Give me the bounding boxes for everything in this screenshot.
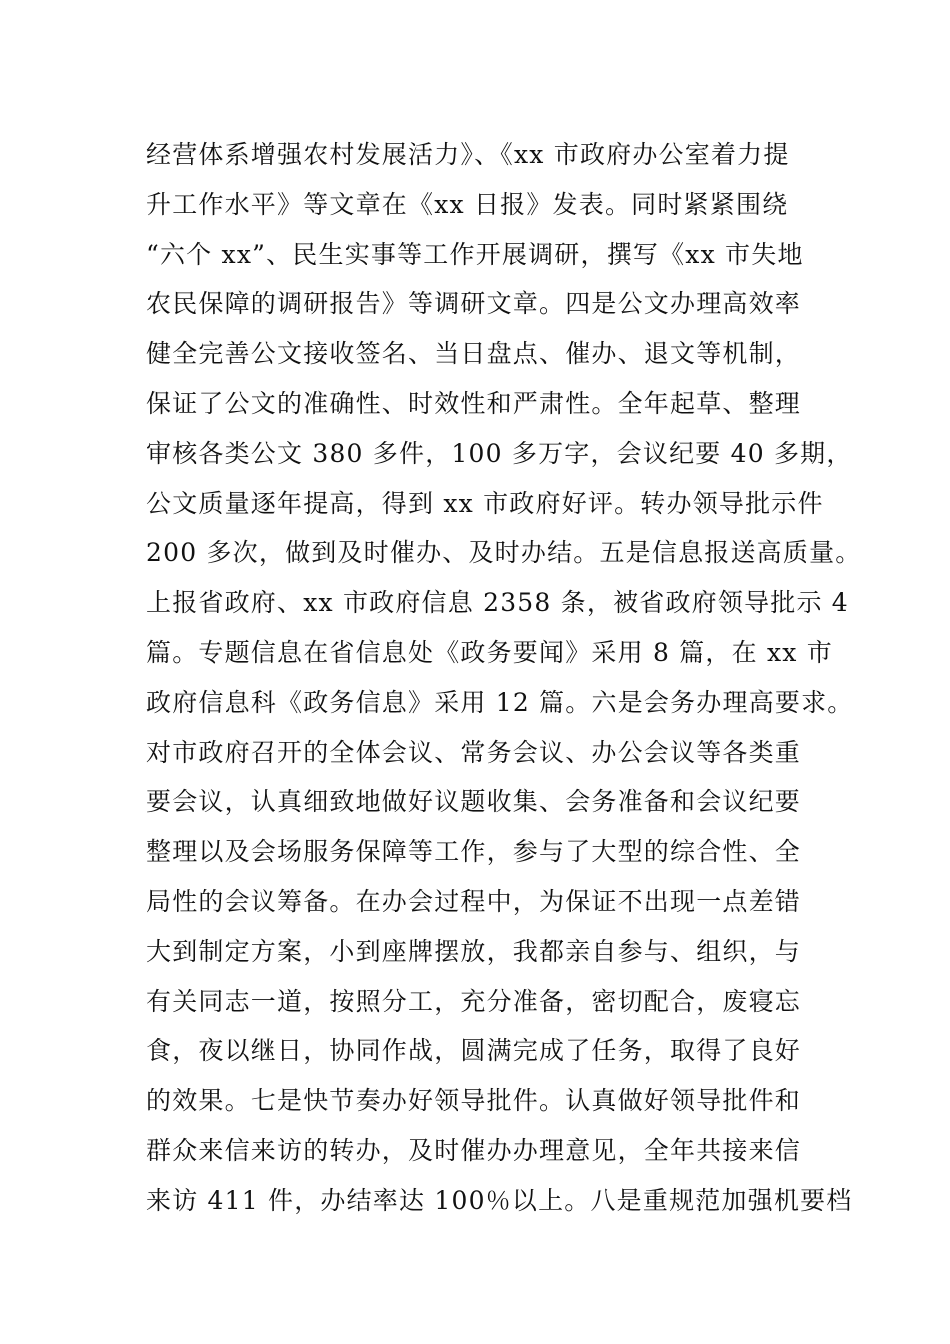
body-text [146,130,862,1226]
text-line: 大到制定方案，小到座牌摆放，我都亲自参与、组织，与 [146,936,802,966]
text-line: “六个 xx”、民生实事等工作开展调研，撰写《xx 市失地 [146,239,804,269]
text-line: 健全完善公文接收签名、当日盘点、催办、退文等机制， [146,339,802,369]
text-line: 群众来信来访的转办，及时催办办理意见，全年共接来信 [146,1135,802,1165]
text-line: 整理以及会场服务保障等工作，参与了大型的综合性、全 [146,837,802,867]
text-line: 来访 411 件，办结率达 100％以上。八是重规范加强机要档 [146,1185,853,1215]
text-line: 篇。专题信息在省信息处《政务要闻》采用 8 篇，在 xx 市 [146,637,833,667]
text-line: 要会议，认真细致地做好议题收集、会务准备和会议纪要 [146,787,802,817]
text-line: 政府信息科《政务信息》采用 12 篇。六是会务办理高要求。 [146,687,854,717]
text-line: 经营体系增强农村发展活力》、《xx 市政府办公室着力提 [146,140,790,169]
text-line: 审核各类公文 380 多件，100 多万字，会议纪要 40 多期， [146,438,853,468]
text-line: 保证了公文的准确性、时效性和严肃性。全年起草、整理 [146,388,802,418]
text-line: 公文质量逐年提高，得到 xx 市政府好评。转办领导批示件 [146,488,824,518]
text-line: 上报省政府、xx 市政府信息 2358 条，被省政府领导批示 4 [146,588,849,618]
text-line: 对市政府召开的全体会议、常务会议、办公会议等各类重 [146,737,802,767]
text-line: 升工作水平》等文章在《xx 日报》发表。同时紧紧围绕 [146,189,789,219]
text-line: 的效果。七是快节奏办好领导批件。认真做好领导批件和 [146,1086,802,1116]
text-line: 局性的会议筹备。在办会过程中，为保证不出现一点差错 [146,886,802,916]
text-line: 农民保障的调研报告》等调研文章。四是公文办理高效率 [146,289,802,319]
text-line: 食，夜以继日，协同作战，圆满完成了任务，取得了良好 [146,1036,802,1066]
text-line: 200 多次，做到及时催办、及时办结。五是信息报送高质量。 [146,538,862,568]
text-line: 有关同志一道，按照分工，充分准备，密切配合，废寝忘 [146,986,802,1016]
